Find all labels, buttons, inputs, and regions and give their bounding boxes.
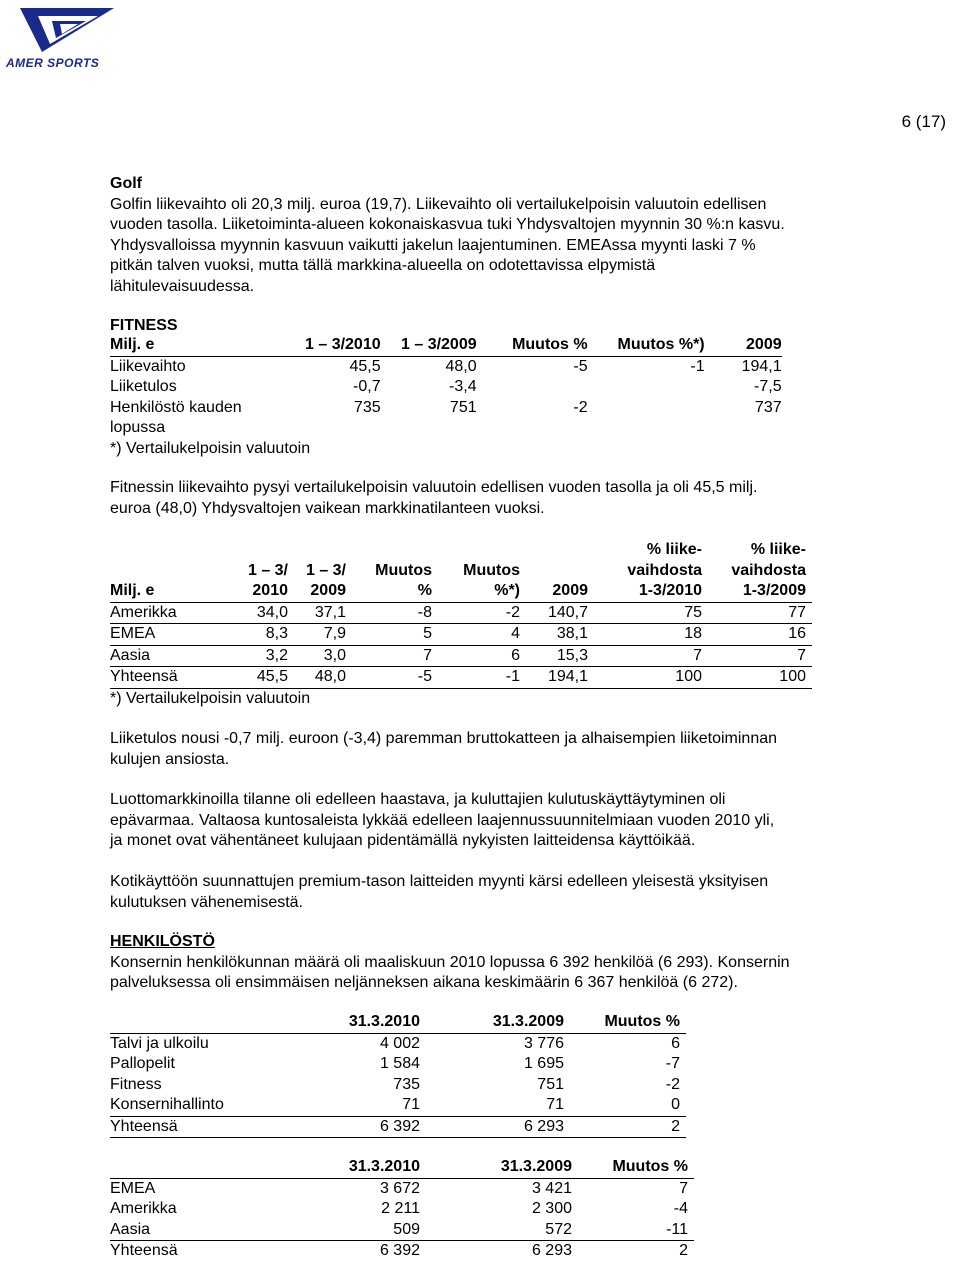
header-text: 1 – 3/: [247, 561, 288, 579]
header-text: 1 – 3/: [305, 561, 346, 579]
golf-section: [110, 174, 870, 297]
table-cell: 77: [708, 602, 812, 624]
table-header-cell: Muutos %: [570, 1012, 686, 1033]
table-cell: 100: [594, 667, 708, 689]
golf-line: lähitulevaisuudessa.: [110, 277, 255, 295]
golf-line: Golfin liikevaihto oli 20,3 milj. euroa (19,7). Liikevaihto oli vertailukelpoisin valuutoin edellisen: [110, 195, 767, 213]
table-cell: 2: [679, 1242, 688, 1259]
table-cell: Amerikka: [110, 1200, 177, 1217]
paragraph-line: Kotikäyttöön suunnattujen premium-tason laitteiden myynti kärsi edelleen yleisestä yksityisen: [110, 873, 769, 890]
table-header-cell: 31.3.2010: [286, 1157, 426, 1178]
paragraph-operating-profit: [110, 729, 870, 770]
golf-line: vuoden tasolla. Liiketoiminta-alueen kokonaiskasvua tuki Yhdysvaltojen myynnin 30 %:n kasvu.: [110, 216, 785, 233]
logo-emblem-icon: [2, 4, 132, 56]
table-cell: Konsernihallinto: [110, 1095, 286, 1116]
table-header-cell: Muutos %*): [588, 335, 705, 356]
table-cell: 7,9: [294, 624, 352, 646]
table-cell: 4: [438, 624, 526, 646]
table-cell: 71: [286, 1095, 426, 1116]
table-cell: 1 695: [523, 1055, 564, 1072]
table-row: [110, 1220, 694, 1241]
table-cell: 194,1: [526, 667, 594, 689]
table-cell: 6: [438, 645, 526, 667]
header-text: Milj. e: [110, 582, 155, 599]
table-footnote-row: [110, 439, 782, 460]
table-row: [110, 624, 812, 646]
table-cell: -1: [438, 667, 526, 689]
paragraph-line: epävarmaa. Valtaosa kuntosaleista lykkää edelleen laajennussuunnitelmiaan vuoden 2010 yli,: [110, 811, 775, 829]
header-text: % liike-: [750, 541, 806, 558]
table-cell: 3 776: [523, 1034, 564, 1052]
table-header-cell: [110, 1012, 286, 1033]
table-cell: 3 672: [379, 1179, 420, 1197]
table-cell: 194,1: [741, 357, 782, 375]
page-number: 6 (17): [901, 112, 946, 131]
fitness-heading: FITNESS: [110, 317, 178, 334]
table-cell: 751: [449, 398, 477, 416]
table-header-cell: 1 – 3/2009: [381, 335, 477, 356]
table-cell: 34,0: [232, 602, 294, 624]
table-header-cell: 31.3.2010: [286, 1012, 426, 1033]
table-cell: 37,1: [294, 602, 352, 624]
paragraph-credit-markets: [110, 790, 870, 852]
table-cell: Aasia: [110, 1220, 286, 1241]
table-cell: -11: [578, 1220, 694, 1241]
table-row: [110, 602, 812, 624]
table-cell: 2 211: [381, 1200, 420, 1217]
table-cell: 751: [537, 1075, 564, 1093]
table-header-row: [110, 335, 782, 356]
table-header-cell: [352, 540, 438, 602]
golf-line: pitkän talven vuoksi, mutta tällä markkina-alueella on odotettavissa elpymistä: [110, 257, 656, 274]
table-cell: -7: [665, 1055, 680, 1072]
fitness-table: [110, 335, 782, 459]
table-cell: 2 300: [531, 1200, 572, 1217]
paragraph-home-fitness: [110, 872, 870, 913]
table-cell: 71: [426, 1095, 570, 1116]
table-cell: -2: [573, 398, 588, 416]
logo-text: AMER SPORTS: [6, 56, 100, 70]
table-cell: 38,1: [526, 624, 594, 646]
paragraph-line: Luottomarkkinoilla tilanne oli edelleen haastava, ja kuluttajien kulutuskäyttäytyminen oli: [110, 791, 726, 808]
table-row: [110, 1116, 686, 1138]
header-text: 2009: [310, 582, 346, 599]
table-cell: -7,5: [754, 378, 782, 395]
table-cell: EMEA: [110, 624, 232, 646]
table-cell: 7: [679, 1179, 688, 1197]
table-cell: 6 392: [286, 1116, 426, 1138]
paragraph-line: Fitnessin liikevaihto pysyi vertailukelpoisin valuutoin edellisen vuoden tasolla ja oli 45,5 milj.: [110, 479, 758, 496]
table-cell: 45,5: [232, 667, 294, 689]
table-cell: -2: [665, 1075, 680, 1093]
table-cell: -3,4: [449, 378, 477, 395]
paragraph-line: euroa (48,0) Yhdysvaltojen vaikean markkinatilanteen vuoksi.: [110, 499, 545, 517]
paragraph-line: kulutuksen vähenemisestä.: [110, 893, 303, 911]
table-cell: 16: [708, 624, 812, 646]
header-text: 1-3/2010: [638, 582, 702, 599]
table-cell: 48,0: [294, 667, 352, 689]
paragraph-line: ja monet ovat vähentäneet kulujaan pidentämällä nykyisten laitteidensa käyttöikää.: [110, 832, 696, 849]
header-text: % liike-: [646, 541, 702, 558]
table-cell: lopussa: [110, 419, 166, 436]
table-cell: Pallopelit: [110, 1055, 175, 1072]
table-cell: 5: [352, 624, 438, 646]
table-header-cell: [110, 1157, 286, 1178]
fitness-paragraph: [110, 478, 870, 519]
table-cell: 3,0: [294, 645, 352, 667]
table-footnote: *) Vertailukelpoisin valuutoin: [110, 689, 311, 707]
table-header-cell: [438, 540, 526, 602]
table-cell: 1 584: [379, 1055, 420, 1072]
table-header-cell: [232, 540, 294, 602]
table-row: [110, 1199, 694, 1220]
table-cell: Yhteensä: [110, 1116, 286, 1138]
table-cell: [588, 377, 705, 398]
table-header-row: [110, 1157, 694, 1178]
header-text: 2009: [552, 582, 588, 599]
table-cell: 735: [353, 398, 381, 416]
table-cell: 75: [594, 602, 708, 624]
table-cell: -5: [573, 357, 588, 375]
fitness-regions-table: [110, 540, 812, 709]
table-cell: 0: [570, 1095, 686, 1116]
table-header-cell: [110, 540, 232, 602]
table-row: [110, 418, 782, 439]
table-cell: 15,3: [526, 645, 594, 667]
table-row: [110, 1054, 686, 1075]
table-cell: 509: [286, 1220, 426, 1241]
table-cell: 6 293: [426, 1116, 570, 1138]
table-cell: 45,5: [349, 357, 381, 375]
table-header-cell: Muutos %: [578, 1157, 694, 1178]
table-cell: 140,7: [526, 602, 594, 624]
table-cell: Liikevaihto: [110, 357, 186, 375]
table-header-cell: [594, 540, 708, 602]
table-header-cell: [294, 540, 352, 602]
table-cell: -0,7: [353, 378, 381, 395]
table-cell: 2: [570, 1116, 686, 1138]
table-row: [110, 645, 812, 667]
table-row: [110, 667, 812, 689]
paragraph-line: Liiketulos nousi -0,7 milj. euroon (-3,4) paremman bruttokatteen ja alhaisempien liiketoiminnan: [110, 730, 778, 747]
table-cell: -8: [352, 602, 438, 624]
table-header-cell: Milj. e: [110, 335, 305, 356]
personnel-by-segment-table: [110, 1012, 686, 1138]
table-header-cell: 2009: [705, 335, 782, 356]
table-cell: -2: [438, 602, 526, 624]
paragraph-line: palveluksessa oli ensimmäisen neljänneksen aikana keskimäärin 6 367 henkilöä (6 272).: [110, 974, 738, 991]
table-row: [110, 1241, 694, 1262]
table-cell: 7: [352, 645, 438, 667]
table-footnote-row: [110, 688, 812, 709]
paragraph-line: Konsernin henkilökunnan määrä oli maaliskuun 2010 lopussa 6 392 henkilöä (6 293). Konsernin: [110, 953, 790, 971]
table-cell: 572: [426, 1220, 578, 1241]
table-cell: Talvi ja ulkoilu: [110, 1034, 209, 1052]
table-cell: 6: [671, 1034, 680, 1052]
table-cell: 6 392: [379, 1242, 420, 1259]
table-cell: Henkilöstö kauden: [110, 398, 242, 416]
table-row: [110, 356, 782, 377]
table-cell: -5: [352, 667, 438, 689]
table-cell: EMEA: [110, 1179, 156, 1197]
table-cell: 4 002: [379, 1034, 420, 1052]
table-cell: 7: [708, 645, 812, 667]
paragraph-line: kulujen ansiosta.: [110, 750, 230, 768]
header-text: %: [417, 582, 432, 599]
table-row: [110, 398, 782, 419]
table-cell: 8,3: [232, 624, 294, 646]
table-header-cell: [708, 540, 812, 602]
personnel-section: [110, 932, 870, 994]
table-cell: 737: [754, 398, 782, 416]
table-cell: 6 293: [531, 1242, 572, 1259]
header-text: vaihdosta: [731, 561, 806, 579]
table-header-cell: [526, 540, 594, 602]
table-cell: 100: [708, 667, 812, 689]
table-cell: 7: [594, 645, 708, 667]
table-header-cell: 31.3.2009: [426, 1012, 570, 1033]
header-text: %*): [494, 582, 520, 599]
table-row: [110, 1075, 686, 1096]
golf-line: Yhdysvalloissa myynnin kasvuun vaikutti jakelun laajentuminen. EMEAssa myynti laski 7 %: [110, 236, 756, 254]
table-cell: Liiketulos: [110, 378, 177, 395]
table-header-cell: Muutos %: [477, 335, 588, 356]
table-cell: -1: [690, 357, 705, 375]
header-text: vaihdosta: [627, 561, 702, 579]
table-cell: 735: [393, 1075, 420, 1093]
table-header-row: [110, 1012, 686, 1033]
header-text: Muutos: [463, 561, 520, 579]
table-row: [110, 1033, 686, 1054]
personnel-heading: HENKILÖSTÖ: [110, 933, 215, 950]
header-text: 2010: [252, 582, 288, 599]
table-cell: [477, 377, 588, 398]
header-text: Muutos: [375, 561, 432, 579]
table-cell: 3 421: [531, 1179, 572, 1197]
table-header-row: [110, 540, 812, 602]
table-cell: 3,2: [232, 645, 294, 667]
table-cell: Yhteensä: [110, 667, 232, 689]
table-row: [110, 377, 782, 398]
header-text: 1-3/2009: [742, 582, 806, 599]
personnel-by-region-table: [110, 1157, 694, 1262]
table-cell: Aasia: [110, 645, 232, 667]
table-header-cell: 1 – 3/2010: [305, 335, 381, 356]
table-cell: -4: [673, 1200, 688, 1217]
amer-sports-logo: [2, 4, 132, 74]
table-header-cell: 31.3.2009: [426, 1157, 578, 1178]
table-row: [110, 1095, 686, 1116]
table-cell: Amerikka: [110, 602, 232, 624]
table-cell: [588, 398, 705, 419]
table-footnote: *) Vertailukelpoisin valuutoin: [110, 439, 311, 457]
table-cell: 48,0: [445, 357, 477, 375]
golf-heading: Golf: [110, 175, 142, 192]
table-cell: Fitness: [110, 1075, 162, 1093]
table-row: [110, 1178, 694, 1199]
table-cell: Yhteensä: [110, 1242, 178, 1259]
table-cell: 18: [594, 624, 708, 646]
